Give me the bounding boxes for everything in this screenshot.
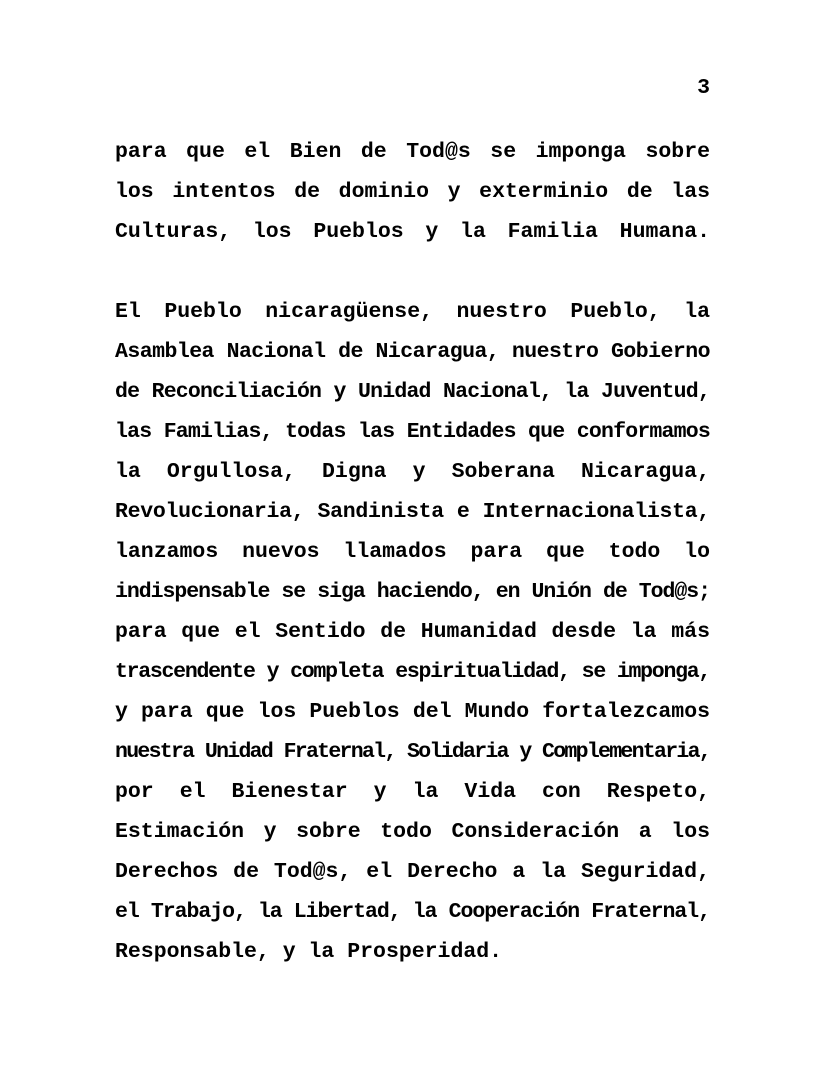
text-line: nuestra Unidad Fraternal, Solidaria y Complementaria, bbox=[115, 740, 710, 764]
text-line: Estimación y sobre todo Consideración a los bbox=[115, 820, 710, 844]
text-line: para que el Sentido de Humanidad desde la más bbox=[115, 620, 710, 644]
paragraph bbox=[115, 132, 710, 252]
text-line: los intentos de dominio y exterminio de las bbox=[115, 180, 710, 204]
page-number: 3 bbox=[697, 76, 710, 100]
text-line: de Reconciliación y Unidad Nacional, la Juventud, bbox=[115, 380, 710, 404]
text-line: trascendente y completa espiritualidad, se imponga, bbox=[115, 660, 710, 684]
text-line: la Orgullosa, Digna y Soberana Nicaragua, bbox=[115, 460, 710, 484]
text-line: Responsable, y la Prosperidad. bbox=[115, 940, 503, 964]
text-line: El Pueblo nicaragüense, nuestro Pueblo, la bbox=[115, 300, 710, 324]
text-line: las Familias, todas las Entidades que conformamos bbox=[115, 420, 710, 444]
text-line: Revolucionaria, Sandinista e Internacionalista, bbox=[115, 500, 710, 524]
text-line: indispensable se siga haciendo, en Unión de Tod@s; bbox=[115, 580, 710, 604]
text-line: Derechos de Tod@s, el Derecho a la Seguridad, bbox=[115, 860, 710, 884]
document-body bbox=[115, 132, 710, 972]
text-line: Culturas, los Pueblos y la Familia Humana. bbox=[115, 220, 710, 244]
text-line: y para que los Pueblos del Mundo fortalezcamos bbox=[115, 700, 710, 724]
text-line: el Trabajo, la Libertad, la Cooperación Fraternal, bbox=[115, 900, 710, 924]
text-line: por el Bienestar y la Vida con Respeto, bbox=[115, 780, 710, 804]
text-line: lanzamos nuevos llamados para que todo lo bbox=[115, 540, 710, 564]
text-line: Asamblea Nacional de Nicaragua, nuestro Gobierno bbox=[115, 340, 710, 364]
paragraph bbox=[115, 292, 710, 972]
text-line: para que el Bien de Tod@s se imponga sobre bbox=[115, 140, 710, 164]
